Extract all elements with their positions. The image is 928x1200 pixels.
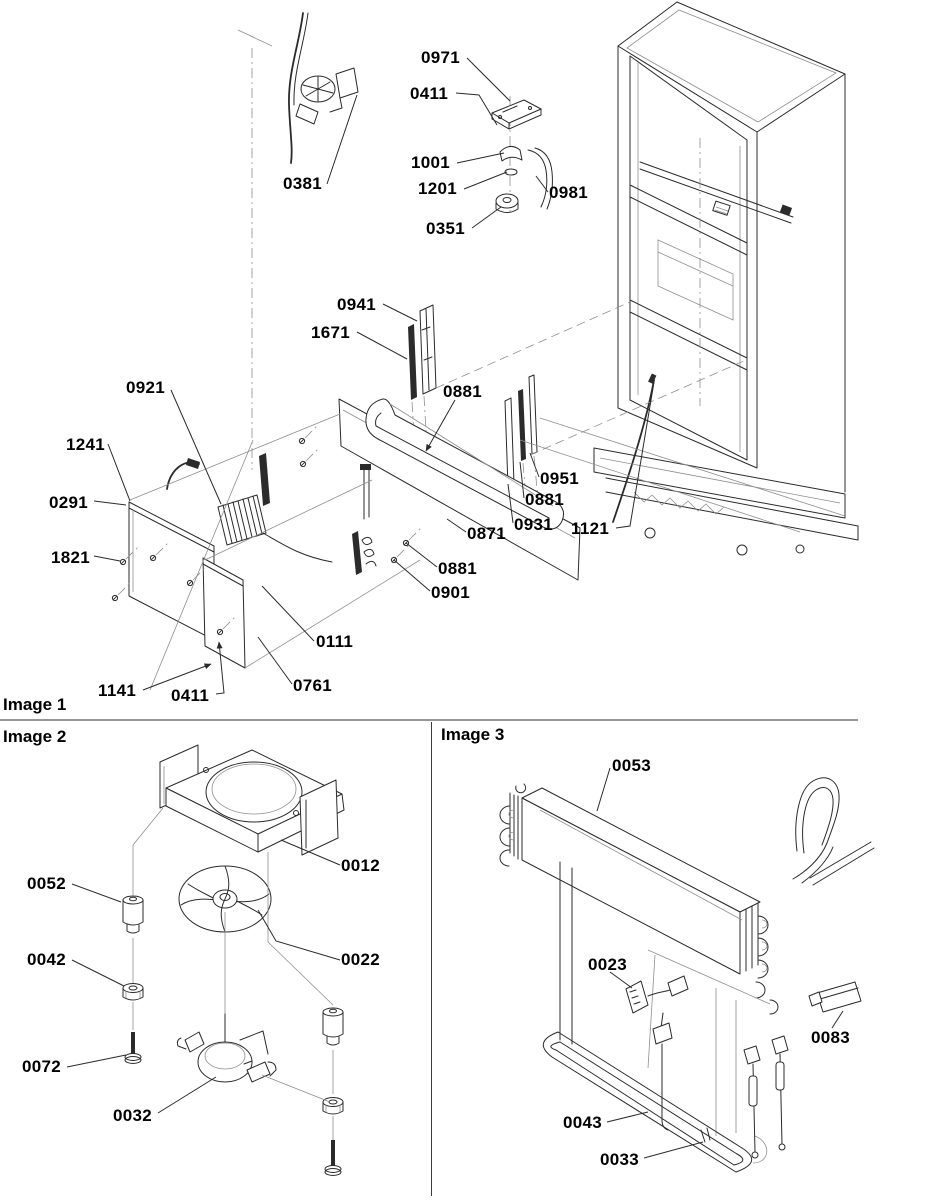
part-label-image1-0901-20: 0901 (431, 583, 471, 602)
part-label-image1-1241-11: 1241 (66, 435, 106, 454)
leader-line-0043 (607, 1112, 648, 1122)
part-label-image1-0411-23: 0411 (171, 686, 210, 705)
leader-line-0022 (258, 910, 340, 960)
leader-line-0111 (262, 586, 314, 641)
leader-line-1201 (464, 172, 507, 189)
vertical-divider (431, 722, 432, 1196)
part-label-image1-0761-24: 0761 (293, 676, 333, 695)
leader-line-0053 (597, 768, 610, 811)
leader-line-0052 (72, 884, 121, 902)
part-label-image3-0033-4: 0033 (600, 1150, 640, 1169)
part-label-image1-0291-12: 0291 (49, 493, 89, 512)
part-label-image2-0032-5: 0032 (113, 1106, 153, 1125)
heater-limit-switch (809, 982, 861, 1012)
part-label-image1-1001-3: 1001 (411, 153, 451, 172)
part-label-image3-0053-0: 0053 (612, 756, 652, 775)
part-label-image1-1201-4: 1201 (418, 179, 458, 198)
refrigerator-cabinet (594, 2, 858, 555)
part-label-image1-1141-22: 1141 (98, 681, 137, 700)
leader-line-0981 (536, 176, 548, 192)
image2-title: Image 2 (3, 727, 67, 746)
defrost-thermostat-wiring (626, 976, 788, 1158)
leader-line-0072 (67, 1055, 126, 1067)
part-label-image1-1821-13: 1821 (51, 548, 91, 567)
leader-line-0023 (610, 972, 632, 988)
leader-line-0881 (406, 543, 437, 567)
part-label-image1-0111-21: 0111 (316, 632, 354, 651)
evaporator-coil (500, 778, 874, 1014)
leader-line-0032 (158, 1077, 216, 1113)
fan-motor (177, 1014, 330, 1102)
image3-title: Image 3 (441, 725, 505, 744)
leader-line-0761 (258, 637, 292, 684)
leader-line-0871 (447, 519, 466, 532)
fan-motor-hardware (123, 808, 343, 1176)
part-label-image1-1121-18: 1121 (571, 519, 610, 538)
leader-line-0941 (383, 304, 417, 321)
part-label-image1-0881-10: 0881 (443, 382, 483, 401)
leader-line-0411 (456, 93, 497, 125)
leader-line-0921 (171, 390, 221, 504)
part-label-image3-0043-3: 0043 (563, 1113, 603, 1132)
part-label-image1-0951-14: 0951 (540, 469, 580, 488)
part-label-image1-0981-5: 0981 (549, 183, 589, 202)
leader-line-0951 (530, 453, 539, 477)
part-label-image2-0012-0: 0012 (341, 856, 381, 875)
part-label-image1-0871-17: 0871 (467, 524, 507, 543)
leader-line-0351 (472, 207, 501, 228)
thermostat-bracket-assembly (492, 96, 552, 216)
leader-line-0042 (72, 960, 124, 986)
horizontal-divider (0, 719, 858, 721)
leader-line-0291 (94, 501, 126, 505)
part-label-image1-0931-16: 0931 (514, 515, 554, 534)
part-label-image2-0022-3: 0022 (341, 950, 381, 969)
part-label-image2-0052-1: 0052 (27, 874, 67, 893)
leader-line-1241 (108, 444, 130, 501)
part-label-image2-0072-4: 0072 (22, 1057, 62, 1076)
fan-shroud-bracket (160, 745, 344, 855)
part-label-image1-0941-7: 0941 (337, 295, 377, 314)
part-label-image2-0042-2: 0042 (27, 950, 67, 969)
part-label-image3-0023-1: 0023 (588, 955, 628, 974)
leader-line-1671 (357, 332, 407, 359)
part-label-image3-0083-2: 0083 (811, 1028, 851, 1047)
part-label-image1-0881-15: 0881 (525, 490, 565, 509)
leader-line-0083 (832, 1011, 843, 1028)
leader-line-1821 (94, 556, 120, 561)
part-label-image1-0971-1: 0971 (421, 48, 461, 67)
part-label-image1-0351-6: 0351 (426, 219, 466, 238)
leader-line-1001 (457, 153, 504, 163)
part-label-image1-1671-8: 1671 (311, 323, 351, 342)
defrost-heater (543, 1032, 766, 1172)
leader-line-0033 (644, 1142, 703, 1158)
part-label-image1-0881-19: 0881 (438, 559, 478, 578)
part-label-image1-0921-9: 0921 (126, 378, 166, 397)
image1-title: Image 1 (3, 695, 67, 714)
drain-tube-assembly (238, 13, 358, 163)
part-label-image1-0381-0: 0381 (283, 174, 323, 193)
part-label-image1-0411-2: 0411 (410, 84, 449, 103)
